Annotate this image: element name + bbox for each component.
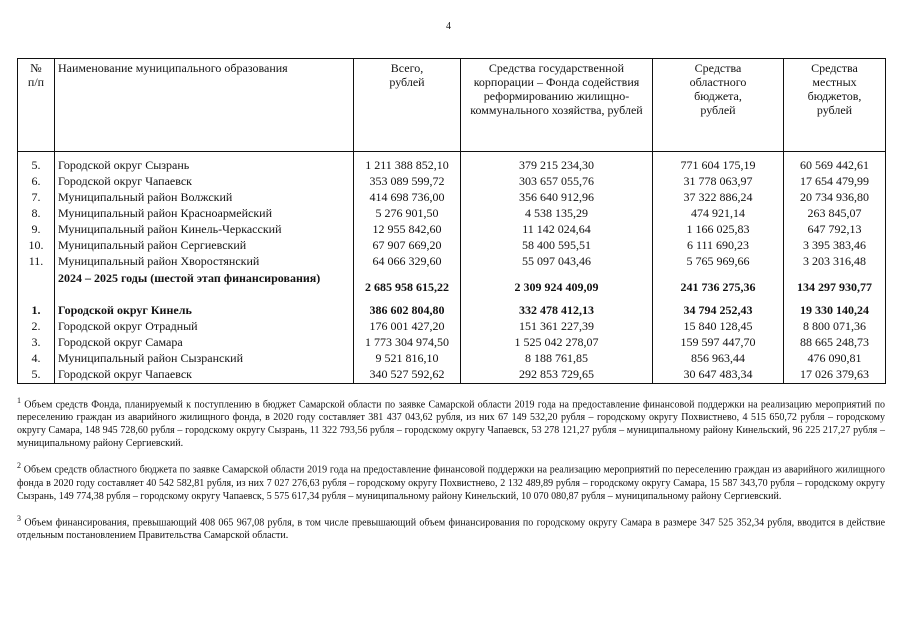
header-total: Всего, рублей: [354, 59, 461, 152]
cell-name: Городской округ Чапаевск: [55, 174, 354, 190]
page-number: 4: [446, 21, 451, 32]
header-regional: Средства областного бюджета, рублей: [653, 59, 784, 152]
cell-total: 1 211 388 852,10: [354, 158, 461, 174]
table-row: [18, 351, 886, 367]
cell-local: 3 203 316,48: [784, 254, 886, 270]
cell-total: 414 698 736,00: [354, 190, 461, 206]
cell-regional: 856 963,44: [653, 351, 784, 367]
cell-fund: 1 525 042 278,07: [461, 335, 653, 351]
table-header-row: [18, 59, 886, 152]
cell-num: 11.: [18, 254, 55, 270]
section-cell-regional: 241 736 275,36: [653, 270, 784, 303]
financing-table: [17, 58, 886, 384]
cell-fund: 332 478 412,13: [461, 303, 653, 319]
cell-regional: 6 111 690,23: [653, 238, 784, 254]
cell-total: 64 066 329,60: [354, 254, 461, 270]
cell-fund: 58 400 595,51: [461, 238, 653, 254]
table-row: [18, 206, 886, 222]
cell-local: 88 665 248,73: [784, 335, 886, 351]
header-name: Наименование муниципального образования: [55, 59, 354, 152]
cell-fund: 4 538 135,29: [461, 206, 653, 222]
cell-total: 12 955 842,60: [354, 222, 461, 238]
cell-name: Муниципальный район Хворостянский: [55, 254, 354, 270]
cell-regional: 771 604 175,19: [653, 158, 784, 174]
cell-total: 67 907 669,20: [354, 238, 461, 254]
cell-local: 20 734 936,80: [784, 190, 886, 206]
cell-fund: 379 215 234,30: [461, 158, 653, 174]
table-row: [18, 190, 886, 206]
cell-total: 353 089 599,72: [354, 174, 461, 190]
cell-name: Городской округ Кинель: [55, 303, 354, 319]
cell-regional: 15 840 128,45: [653, 319, 784, 335]
cell-num: 10.: [18, 238, 55, 254]
header-fund: Средства государственной корпорации – Фонда содействия реформированию жилищно-коммунального хозяйства, рублей: [461, 59, 653, 152]
footnotes: [17, 394, 885, 551]
cell-local: 476 090,81: [784, 351, 886, 367]
header-local: Средства местных бюджетов, рублей: [784, 59, 886, 152]
cell-name: Муниципальный район Кинель-Черкасский: [55, 222, 354, 238]
cell-num: 6.: [18, 174, 55, 190]
cell-total: 1 773 304 974,50: [354, 335, 461, 351]
cell-local: 17 026 379,63: [784, 367, 886, 384]
cell-regional: 34 794 252,43: [653, 303, 784, 319]
cell-name: Муниципальный район Волжский: [55, 190, 354, 206]
cell-local: 17 654 479,99: [784, 174, 886, 190]
cell-local: 60 569 442,61: [784, 158, 886, 174]
section-cell-local: 134 297 930,77: [784, 270, 886, 303]
section-cell-num: [18, 270, 55, 303]
cell-total: 340 527 592,62: [354, 367, 461, 384]
cell-total: 5 276 901,50: [354, 206, 461, 222]
section-cell-name: 2024 – 2025 годы (шестой этап финансирования): [55, 270, 354, 303]
cell-name: Городской округ Отрадный: [55, 319, 354, 335]
cell-regional: 1 166 025,83: [653, 222, 784, 238]
cell-total: 9 521 816,10: [354, 351, 461, 367]
footnote: $^2$ Объем средств областного бюджета по заявке Самарской области 2019 года на предоставление финансовой поддержки на реализацию мероприятий по переселению граждан из аварийного жилищного фонда в 2020 году составляет 40 542 582,81 рубля, из них 7 027 276,63 рубля – городскому округу Похвистнево, 2 132 489,89 рубля – городскому округу Самара, 15 587 343,70 рубля – городскому округу Сызрань, 149 774,38 рубля – городскому округу Чапаевск, 5 575 617,34 рубля – муниципальному району Кинельский, 10 070 080,87 рубля – муниципальному району Сергиевский.: [17, 461, 885, 502]
cell-name: Муниципальный район Красноармейский: [55, 206, 354, 222]
cell-num: 8.: [18, 206, 55, 222]
table-row: [18, 303, 886, 319]
cell-name: Городской округ Чапаевск: [55, 367, 354, 384]
cell-num: 5.: [18, 158, 55, 174]
cell-total: 176 001 427,20: [354, 319, 461, 335]
cell-fund: 303 657 055,76: [461, 174, 653, 190]
cell-local: 647 792,13: [784, 222, 886, 238]
cell-name: Городской округ Сызрань: [55, 158, 354, 174]
cell-fund: 151 361 227,39: [461, 319, 653, 335]
table-row: [18, 319, 886, 335]
table-row: [18, 238, 886, 254]
section-row: [18, 270, 886, 303]
section-cell-total: 2 685 958 615,22: [354, 270, 461, 303]
cell-num: 2.: [18, 319, 55, 335]
cell-name: Муниципальный район Сызранский: [55, 351, 354, 367]
cell-regional: 159 597 447,70: [653, 335, 784, 351]
table-row: [18, 335, 886, 351]
table-row: [18, 367, 886, 384]
table-row: [18, 254, 886, 270]
cell-num: 7.: [18, 190, 55, 206]
header-num: № п/п: [18, 59, 55, 152]
cell-fund: 356 640 912,96: [461, 190, 653, 206]
cell-fund: 55 097 043,46: [461, 254, 653, 270]
table-row: [18, 222, 886, 238]
cell-regional: 37 322 886,24: [653, 190, 784, 206]
cell-name: Городской округ Самара: [55, 335, 354, 351]
footnote: $^1$ Объем средств Фонда, планируемый к поступлению в бюджет Самарской области по заявке Самарской области 2019 года на предоставление финансовой поддержки на реализацию мероприятий по переселению граждан из аварийного жилищного фонда, в 2020 году составляет 381 437 043,62 рубля, из них 67 149 532,20 рубля – городскому округу Похвистнево, 4 515 650,72 рубля – городскому округу Самара, 148 945 728,60 рубля – городскому округу Сызрань, 11 322 793,56 рубля – городскому округу Чапаевск, 53 278 121,27 рубля – муниципальному району Кинельский, 96 225 217,27 рубля – муниципальному району Сергиевский.: [17, 396, 885, 450]
cell-regional: 31 778 063,97: [653, 174, 784, 190]
cell-num: 4.: [18, 351, 55, 367]
cell-local: 263 845,07: [784, 206, 886, 222]
cell-regional: 30 647 483,34: [653, 367, 784, 384]
cell-num: 9.: [18, 222, 55, 238]
cell-regional: 5 765 969,66: [653, 254, 784, 270]
footnote: $^3$ Объем финансирования, превышающий 408 065 967,08 рубля, в том числе превышающий объем финансирования по городскому округу Самара в размере 347 525 352,34 рубля, вводится в действие отдельным постановлением Правительства Самарской области.: [17, 513, 886, 541]
cell-name: Муниципальный район Сергиевский: [55, 238, 354, 254]
cell-num: 5.: [18, 367, 55, 384]
section-cell-fund: 2 309 924 409,09: [461, 270, 653, 303]
cell-total: 386 602 804,80: [354, 303, 461, 319]
cell-regional: 474 921,14: [653, 206, 784, 222]
cell-num: 1.: [18, 303, 55, 319]
cell-local: 19 330 140,24: [784, 303, 886, 319]
cell-local: 8 800 071,36: [784, 319, 886, 335]
cell-fund: 11 142 024,64: [461, 222, 653, 238]
cell-local: 3 395 383,46: [784, 238, 886, 254]
table-row: [18, 158, 886, 174]
table-row: [18, 174, 886, 190]
cell-num: 3.: [18, 335, 55, 351]
cell-fund: 8 188 761,85: [461, 351, 653, 367]
cell-fund: 292 853 729,65: [461, 367, 653, 384]
